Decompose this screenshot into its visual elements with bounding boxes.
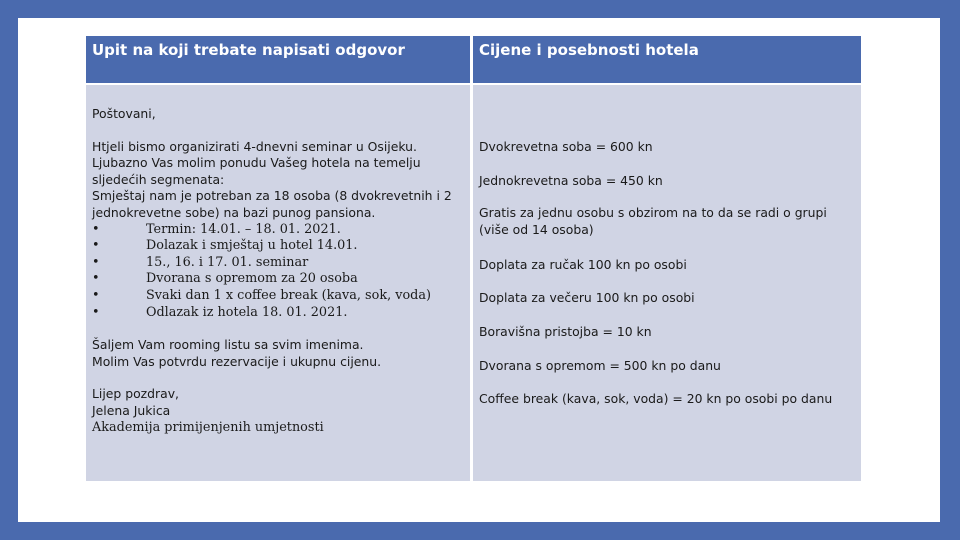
- bullet-dot: •: [92, 271, 100, 287]
- sender-organization: Akademija primijenjenih umjetnosti: [92, 419, 324, 435]
- info-table: [86, 36, 861, 481]
- bullet-dot: •: [92, 221, 100, 237]
- bullet-item: [92, 238, 464, 255]
- bullet-dot: •: [92, 304, 100, 320]
- price-item: Gratis za jednu osobu s obzirom na to da se radi o grupi (više od 14 osoba): [479, 205, 827, 237]
- bullet-item: [92, 288, 464, 305]
- intro-line: Smještaj nam je potreban za 18 osoba (8 dvokrevetnih i 2: [92, 188, 452, 204]
- bullet-text: Termin: 14.01. – 18. 01. 2021.: [146, 221, 341, 237]
- header-request: Upit na koji trebate napisati odgovor: [86, 36, 470, 83]
- intro-line: Htjeli bismo organizirati 4-dnevni seminar u Osijeku.: [92, 138, 417, 154]
- closing-line: Šaljem Vam rooming listu sa svim imenima.: [92, 337, 364, 353]
- price-item: Jednokrevetna soba = 450 kn: [479, 173, 663, 188]
- bullet-text: Dvorana s opremom za 20 osoba: [146, 271, 358, 287]
- bullet-dot: •: [92, 287, 100, 303]
- bullet-text: Odlazak iz hotela 18. 01. 2021.: [146, 304, 348, 320]
- bullet-dot: •: [92, 238, 100, 254]
- bullet-item: [92, 222, 464, 239]
- bullet-text: 15., 16. i 17. 01. seminar: [146, 254, 309, 270]
- price-item: Dvokrevetna soba = 600 kn: [479, 139, 653, 154]
- prices-cell: [473, 85, 861, 481]
- sender-name: Jelena Jukica: [92, 402, 171, 418]
- bullet-item: [92, 271, 464, 288]
- slide: [18, 18, 940, 522]
- intro-line: Ljubazno Vas molim ponudu Vašeg hotela na temelju: [92, 155, 421, 171]
- greeting: Poštovani,: [92, 106, 156, 121]
- bullet-dot: •: [92, 254, 100, 270]
- bullet-item: [92, 305, 464, 322]
- intro-line: jednokrevetne sobe) na bazi punog pansiona.: [92, 204, 376, 220]
- price-item: Doplata za ručak 100 kn po osobi: [479, 257, 687, 272]
- price-item: Dvorana s opremom = 500 kn po danu: [479, 358, 721, 373]
- signoff: Lijep pozdrav,: [92, 386, 179, 402]
- bullet-text: Svaki dan 1 x coffee break (kava, sok, voda): [146, 287, 431, 303]
- intro-line: sljedećih segmenata:: [92, 171, 225, 187]
- request-cell: [86, 85, 470, 481]
- price-item: Doplata za večeru 100 kn po osobi: [479, 290, 695, 305]
- closing-line: Molim Vas potvrdu rezervacije i ukupnu cijenu.: [92, 353, 382, 369]
- header-prices: Cijene i posebnosti hotela: [473, 36, 861, 83]
- bullet-text: Dolazak i smještaj u hotel 14.01.: [146, 238, 358, 254]
- price-item: Boravišna pristojba = 10 kn: [479, 324, 652, 339]
- bullet-item: [92, 255, 464, 272]
- price-item: Coffee break (kava, sok, voda) = 20 kn po osobi po danu: [479, 391, 833, 406]
